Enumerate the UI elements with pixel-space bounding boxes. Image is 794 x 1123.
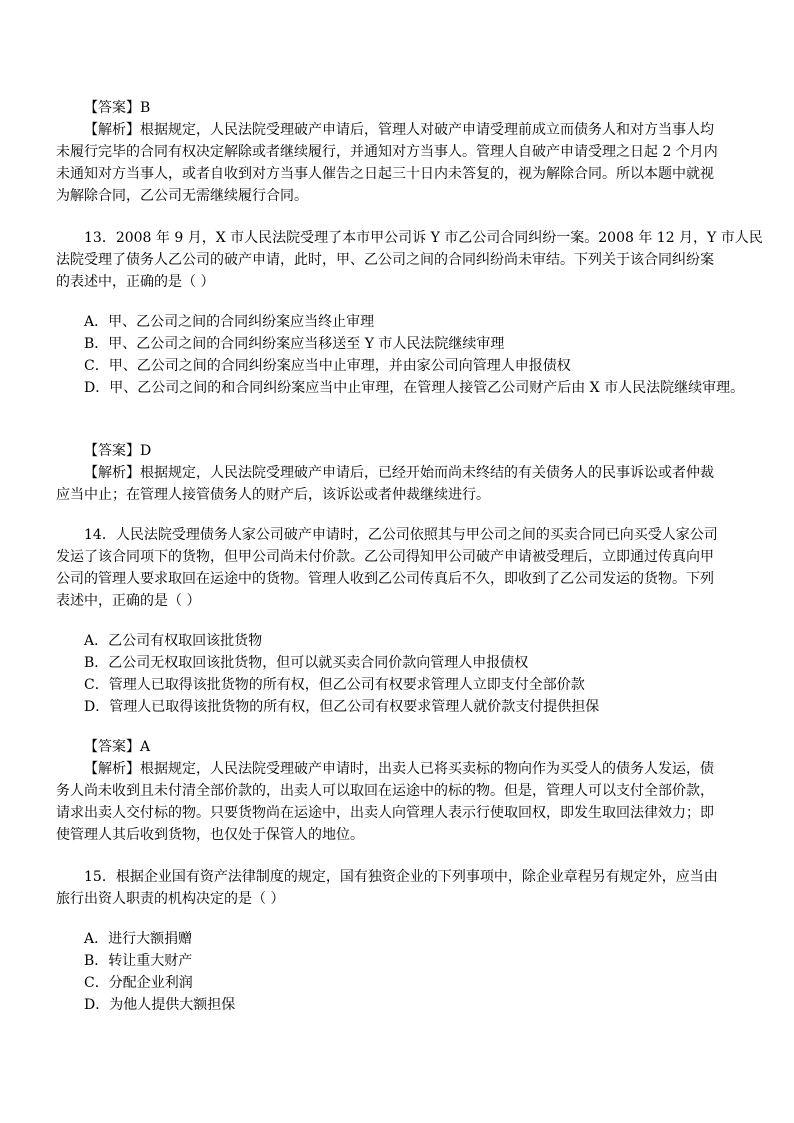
question-15-option-a: A．进行大额捐赠 bbox=[84, 931, 193, 947]
analysis-12-line-3: 未通知对方当事人，或者自收到对方当事人催告之日起三十日内未答复的，视为解除合同。所以本题中就视 bbox=[56, 166, 714, 182]
question-15-option-b: B．转让重大财产 bbox=[84, 953, 193, 969]
analysis-14-line-4: 使管理人其后收到货物，也仅处于保管人的地位。 bbox=[56, 827, 364, 843]
analysis-12-line-4: 为解除合同，乙公司无需继续履行合同。 bbox=[56, 188, 308, 204]
question-15-line-2: 旅行出资人职责的机构决定的是（ ） bbox=[56, 891, 285, 907]
question-14-option-b: B．乙公司无权取回该批货物，但可以就买卖合同价款向管理人申报债权 bbox=[84, 655, 529, 671]
question-13-line-2: 法院受理了债务人乙公司的破产申请，此时，甲、乙公司之间的合同纠纷尚未审结。下列关于该合同纠纷案 bbox=[56, 252, 714, 268]
question-14-line-3: 公司的管理人要求取回在运途中的货物。管理人收到乙公司传真后不久，即收到了乙公司发运的货物。下列 bbox=[56, 571, 714, 587]
question-14-line-1: 14．人民法院受理债务人家公司破产申请时，乙公司依照其与甲公司之间的买卖合同已向买受人家公司 bbox=[84, 527, 718, 543]
question-15-line-1: 15．根据企业国有资产法律制度的规定，国有独资企业的下列事项中，除企业章程另有规定外，应当由 bbox=[84, 869, 718, 885]
analysis-13-line-2: 应当中止；在管理人接管债务人的财产后，该诉讼或者仲裁继续进行。 bbox=[56, 487, 490, 503]
question-13-option-a: A．甲、乙公司之间的合同纠纷案应当终止审理 bbox=[84, 314, 375, 330]
answer-14: 【答案】A bbox=[84, 739, 151, 755]
question-13-option-d: D．甲、乙公司之间的和合同纠纷案应当中止审理，在管理人接管乙公司财产后由 X 市人民法院继续审理。 bbox=[84, 380, 745, 396]
analysis-14-line-3: 请求出卖人交付标的物。只要货物尚在运途中，出卖人向管理人表示行使取回权，即发生取回法律效力；即 bbox=[56, 805, 714, 821]
analysis-14-line-1: 【解析】根据规定，人民法院受理破产申请时，出卖人已将买卖标的物向作为买受人的债务人发运，债 bbox=[84, 761, 714, 777]
answer-12: 【答案】B bbox=[84, 100, 151, 116]
analysis-13-line-1: 【解析】根据规定，人民法院受理破产申请后，已经开始而尚未终结的有关债务人的民事诉讼或者仲裁 bbox=[84, 465, 714, 481]
question-13-option-b: B．甲、乙公司之间的合同纠纷案应当移送至 Y 市人民法院继续审理 bbox=[84, 336, 505, 352]
analysis-14-line-2: 务人尚未收到且未付清全部价款的，出卖人可以取回在运途中的标的物。但是，管理人可以支付全部价款， bbox=[56, 783, 714, 799]
question-15-option-d: D．为他人提供大额担保 bbox=[84, 997, 236, 1013]
analysis-12-line-2: 未履行完毕的合同有权决定解除或者继续履行，并通知对方当事人。管理人自破产申请受理之日起 2 个月内 bbox=[56, 144, 718, 160]
question-14-option-a: A．乙公司有权取回该批货物 bbox=[84, 633, 263, 649]
question-14-line-2: 发运了该合同项下的货物，但甲公司尚未付价款。乙公司得知甲公司破产申请被受理后，立即通过传真向甲 bbox=[56, 549, 714, 565]
question-14-option-d: D．管理人已取得该批货物的所有权，但乙公司有权要求管理人就价款支付提供担保 bbox=[84, 699, 600, 715]
question-13-line-1: 13．2008 年 9 月，X 市人民法院受理了本市甲公司诉 Y 市乙公司合同纠纷一案。2008 年 12 月，Y 市人民 bbox=[84, 230, 763, 246]
question-14-line-4: 表述中，正确的是（ ） bbox=[56, 593, 201, 609]
answer-13: 【答案】D bbox=[84, 443, 152, 459]
analysis-12-line-1: 【解析】根据规定，人民法院受理破产申请后，管理人对破产申请受理前成立而债务人和对方当事人均 bbox=[84, 122, 714, 138]
question-15-option-c: C．分配企业利润 bbox=[84, 975, 193, 991]
question-13-line-3: 的表述中，正确的是（ ） bbox=[56, 274, 215, 290]
question-13-option-c: C．甲、乙公司之间的合同纠纷案应当中止审理，并由家公司向管理人申报债权 bbox=[84, 358, 571, 374]
question-14-option-c: C．管理人已取得该批货物的所有权，但乙公司有权要求管理人立即支付全部价款 bbox=[84, 677, 585, 693]
